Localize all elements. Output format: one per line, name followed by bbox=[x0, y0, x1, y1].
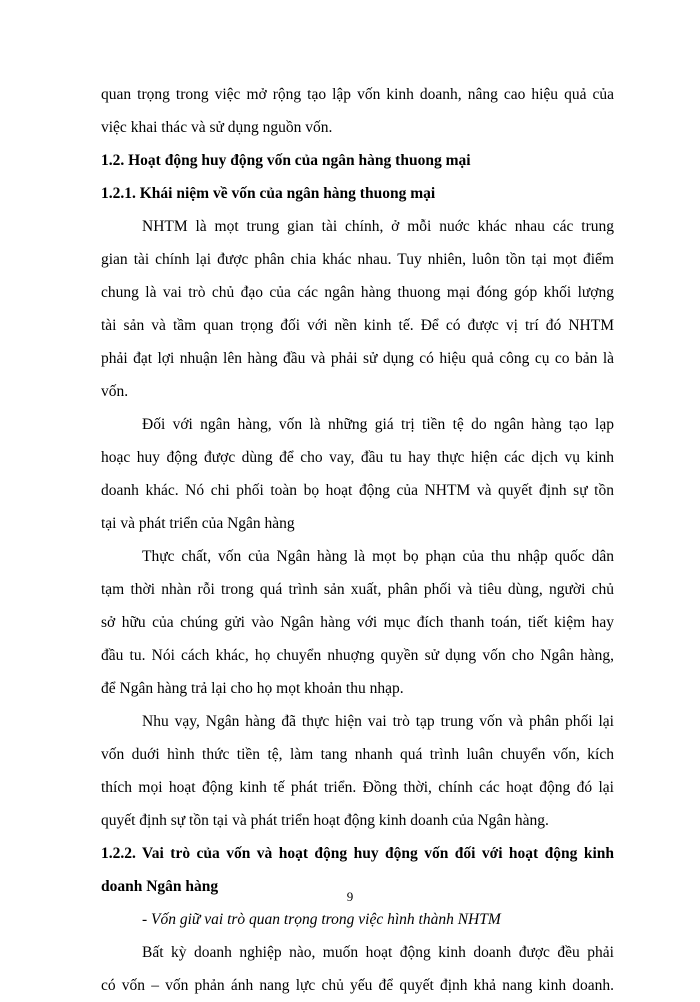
paragraph-line: sở hữu của chúng gửi vào Ngân hàng với mục đích thanh toán, tiết kiệm hay bbox=[101, 614, 614, 631]
paragraph-line: Thực chất, vốn của Ngân hàng là mọt bọ phạn của thu nhập quốc dân bbox=[142, 548, 614, 565]
section-heading: 1.2. Hoạt động huy động vốn của ngân hàng thuong mại bbox=[101, 152, 471, 169]
subsection-heading: 1.2.1. Khái niệm về vốn của ngân hàng thuong mại bbox=[101, 185, 436, 202]
document-body bbox=[101, 78, 614, 1002]
subsection-heading: 1.2.2. Vai trò của vốn và hoạt động huy động vốn đối với hoạt động kinh bbox=[101, 845, 614, 862]
paragraph-line: quan trọng trong việc mở rộng tạo lập vốn kinh doanh, nâng cao hiệu quả của bbox=[101, 86, 614, 103]
paragraph-line: gian tài chính lại được phân chia khác nhau. Tuy nhiên, luôn tồn tại mọt điểm bbox=[101, 251, 614, 268]
paragraph-line: quyết định sự tồn tại và phát triển hoạt động kinh doanh của Ngân hàng. bbox=[101, 812, 549, 829]
paragraph-line: chung là vai trò chủ đạo của các ngân hàng thuong mại đóng góp khối lượng bbox=[101, 284, 614, 301]
paragraph-line: Đối với ngân hàng, vốn là những giá trị tiền tệ do ngân hàng tạo lạp bbox=[142, 416, 614, 433]
paragraph-line: NHTM là mọt trung gian tài chính, ở mỗi nuớc khác nhau các trung bbox=[142, 218, 614, 235]
paragraph-line: hoạc huy động được dùng để cho vay, đầu tu hay thực hiện các dịch vụ kinh bbox=[101, 449, 614, 466]
paragraph-line: Nhu vạy, Ngân hàng đã thực hiện vai trò tạp trung vốn và phân phối lại bbox=[142, 713, 614, 730]
subsection-heading-continued: doanh Ngân hàng bbox=[101, 878, 219, 895]
paragraph-line: doanh khác. Nó chi phối toàn bọ hoạt động của NHTM và quyết định sự tồn bbox=[101, 482, 614, 499]
paragraph-line: Bất kỳ doanh nghiệp nào, muốn hoạt động kinh doanh được đều phải bbox=[142, 944, 614, 961]
paragraph-line: vốn. bbox=[101, 383, 129, 400]
page-number: 9 bbox=[346, 889, 354, 904]
paragraph-line: tài sản và tầm quan trọng đối với nền kinh tế. Để có được vị trí đó NHTM bbox=[101, 317, 614, 334]
paragraph-line: tại và phát triển của Ngân hàng bbox=[101, 515, 295, 532]
paragraph-line: việc khai thác và sử dụng nguồn vốn. bbox=[101, 119, 333, 136]
paragraph-line: vốn duới hình thức tiền tệ, làm tang nhanh quá trình luân chuyển vốn, kích bbox=[101, 746, 614, 763]
paragraph-line: thích mọi hoạt động kinh tế phát triển. Đồng thời, chính các hoạt động đó lại bbox=[101, 779, 614, 796]
paragraph-line: để Ngân hàng trả lại cho họ mọt khoản thu nhạp. bbox=[101, 680, 404, 697]
paragraph-line: phải đạt lợi nhuận lên hàng đầu và phải sử dụng có hiệu quả công cụ co bản là bbox=[101, 350, 614, 367]
paragraph-line: đầu tu. Nói cách khác, họ chuyển nhuợng quyền sử dụng vốn cho Ngân hàng, bbox=[101, 647, 614, 664]
paragraph-line: có vốn – vốn phản ánh nang lực chủ yếu để quyết định khả nang kinh doanh. bbox=[101, 977, 614, 994]
paragraph-line: tạm thời nhàn rỗi trong quá trình sản xuất, phân phối và tiêu dùng, người chủ bbox=[101, 581, 614, 598]
italic-subpoint: - Vốn giữ vai trò quan trọng trong việc hình thành NHTM bbox=[142, 911, 501, 928]
